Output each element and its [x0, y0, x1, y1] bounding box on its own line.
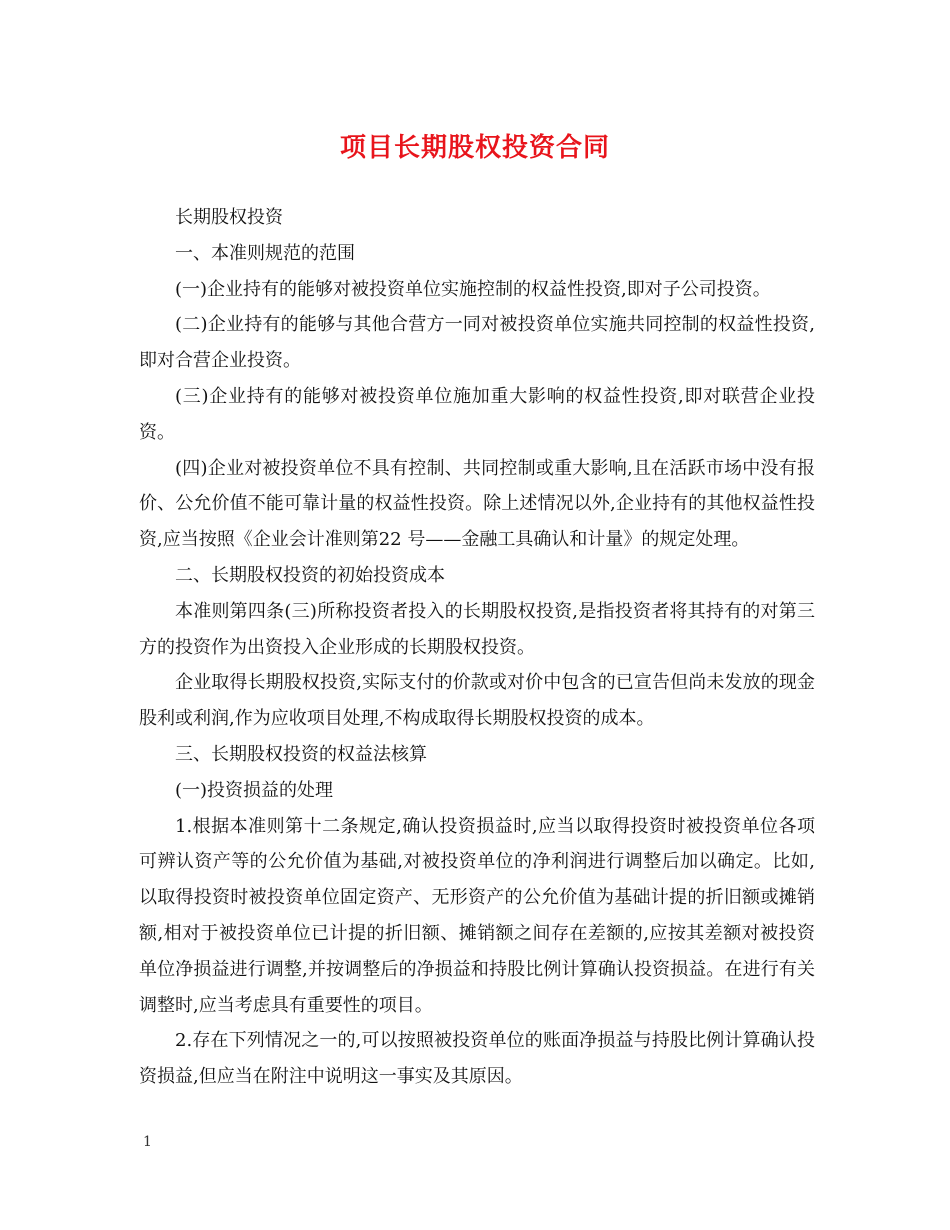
- paragraph: 企业取得长期股权投资,实际支付的价款或对价中包含的已宣告但尚未发放的现金股利或利润,作为应收项目处理,不构成取得长期股权投资的成本。: [139, 672, 815, 730]
- paragraph: 2.存在下列情况之一的,可以按照被投资单位的账面净损益与持股比例计算确认投资损益,但应当在附注中说明这一事实及其原因。: [139, 1030, 815, 1088]
- paragraph: 本准则第四条(三)所称投资者投入的长期股权投资,是指投资者将其持有的对第三方的投资作为出资投入企业形成的长期股权投资。: [139, 600, 815, 658]
- section-heading-1: 一、本准则规范的范围: [175, 242, 355, 264]
- paragraph: (二)企业持有的能够与其他合营方一同对被投资单位实施共同控制的权益性投资,即对合营企业投资。: [139, 314, 815, 372]
- paragraph: (一)企业持有的能够对被投资单位实施控制的权益性投资,即对子公司投资。: [175, 278, 771, 300]
- section-heading-3: 三、长期股权投资的权益法核算: [175, 743, 427, 765]
- paragraph: (三)企业持有的能够对被投资单位施加重大影响的权益性投资,即对联营企业投资。: [139, 385, 815, 443]
- paragraph: (四)企业对被投资单位不具有控制、共同控制或重大影响,且在活跃市场中没有报价、公允价值不能可靠计量的权益性投资。除上述情况以外,企业持有的其他权益性投资,应当按照《企业会计准则第22 号——金融工具确认和计量》的规定处理。: [139, 457, 815, 551]
- paragraph: 1.根据本准则第十二条规定,确认投资损益时,应当以取得投资时被投资单位各项可辨认资产等的公允价值为基础,对被投资单位的净利润进行调整后加以确定。比如,以取得投资时被投资单位固定资产、无形资产的公允价值为基础计提的折旧额或摊销额,相对于被投资单位已计提的折旧额、摊销额之间存在差额的,应按其差额对被投资单位净损益进行调整,并按调整后的净损益和持股比例计算确认投资损益。在进行有关调整时,应当考虑具有重要性的项目。: [139, 815, 815, 1016]
- page-number: 1: [143, 1134, 152, 1150]
- paragraph-heading: 长期股权投资: [175, 207, 283, 228]
- subsection-heading: (一)投资损益的处理: [175, 779, 334, 801]
- document-body: [139, 200, 815, 1095]
- document-title: 项目长期股权投资合同: [339, 133, 610, 163]
- section-heading-2: 二、长期股权投资的初始投资成本: [175, 564, 445, 586]
